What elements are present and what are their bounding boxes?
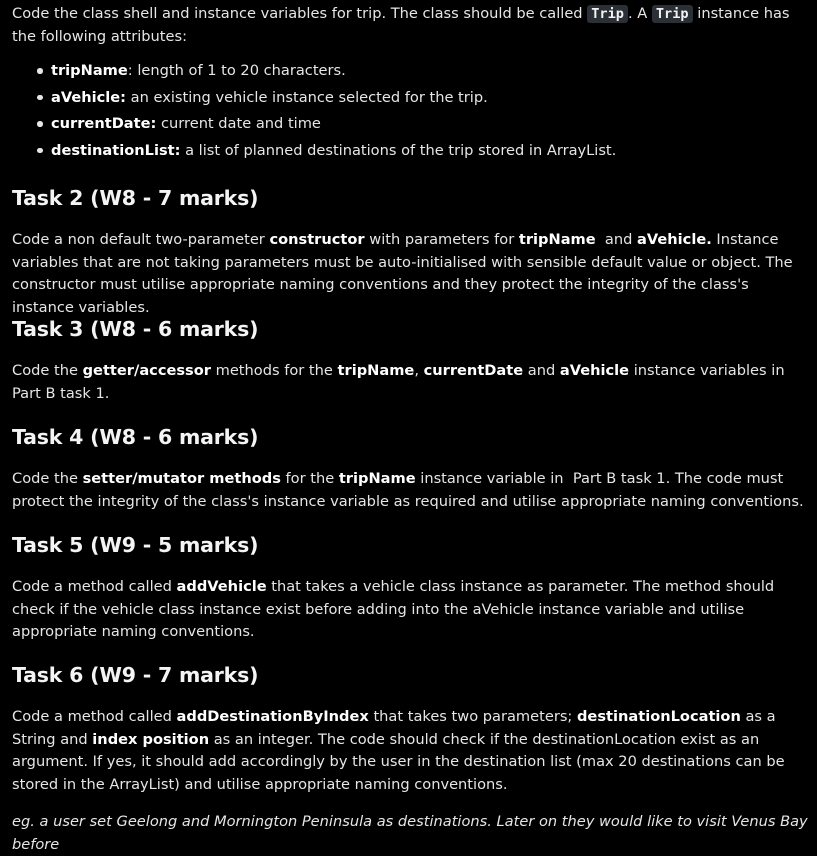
- task6-text: as an integer. The code should check if the destinationLocation exist as an argument. If yes, it should add accordingly by the user in the destination list (max 20 destinations can be stored in the ArrayList) and utilise appropriate naming conventions.: [12, 730, 785, 793]
- task3-text: ,: [414, 362, 424, 379]
- intro-section: [12, 3, 811, 166]
- task2-bold: tripName: [518, 231, 596, 248]
- task3-text: methods for the: [210, 362, 338, 379]
- list-item: [51, 112, 811, 135]
- task6-text: as a String and: [12, 708, 776, 748]
- task3-bold: aVehicle: [559, 362, 630, 379]
- task2-text: and: [595, 231, 638, 248]
- task2-text: with parameters for: [364, 231, 519, 248]
- list-item: [51, 59, 811, 82]
- task6-paragraph: [12, 706, 811, 796]
- task6-bold: destinationLocation: [576, 708, 741, 725]
- task5-text: Code a method called: [12, 578, 177, 595]
- attribute-desc: a list of planned destinations of the trip stored in ArrayList.: [180, 141, 617, 159]
- task4-paragraph: [12, 468, 811, 513]
- task4-text: Code the: [12, 470, 83, 487]
- task3-bold: currentDate: [423, 362, 524, 379]
- list-item: [51, 86, 811, 109]
- intro-text-3: instance has the following attributes:: [12, 5, 790, 45]
- task5-heading: Task 5 (W9 - 5 marks): [12, 533, 259, 557]
- intro-paragraph: [12, 3, 811, 48]
- attribute-desc: : length of 1 to 20 characters.: [127, 62, 346, 80]
- task3-bold: tripName: [337, 362, 415, 379]
- task6-bold: addDestinationByIndex: [176, 708, 369, 725]
- task2-text: Instance variables that are not taking parameters must be auto-initialised with sensible default value or object. The constructor must utilise appropriate naming conventions and they protect the integrity of the class's instance variables.: [12, 231, 793, 316]
- attribute-desc: an existing vehicle instance selected for the trip.: [126, 88, 488, 106]
- task5-paragraph: [12, 576, 811, 644]
- task3-bold: getter/accessor: [82, 362, 211, 379]
- task6-text: Code a method called: [12, 708, 177, 725]
- task6-example: [12, 811, 811, 856]
- task2-bold: constructor: [269, 231, 365, 248]
- task3-text: and: [523, 362, 560, 379]
- attribute-name: aVehicle:: [51, 88, 127, 106]
- task5-text: that takes a vehicle class instance as parameter. The method should check if the vehicle class instance exist before adding into the aVehicle instance variable and utilise appropriate naming conventions.: [12, 578, 775, 641]
- task6-text: that takes two parameters;: [368, 708, 577, 725]
- attribute-name: destinationList:: [51, 141, 181, 159]
- task2-paragraph: [12, 229, 811, 319]
- intro-text-2: . A: [627, 5, 652, 22]
- task4-bold: tripName: [338, 470, 416, 487]
- task3-heading: Task 3 (W8 - 6 marks): [12, 317, 259, 341]
- list-item: [51, 139, 811, 162]
- class-name-code: Trip: [587, 5, 628, 23]
- example-text: eg. a user set Geelong and Mornington Peninsula as destinations. Later on they would like to visit Venus Bay before: [12, 813, 808, 853]
- task6-heading: Task 6 (W9 - 7 marks): [12, 663, 259, 687]
- task4-heading: Task 4 (W8 - 6 marks): [12, 425, 259, 449]
- attribute-name: tripName: [51, 62, 128, 80]
- attribute-desc: current date and time: [156, 115, 321, 133]
- task3-paragraph: [12, 360, 811, 405]
- attribute-list: [12, 59, 811, 162]
- class-name-code: Trip: [652, 5, 693, 23]
- task2-bold: aVehicle.: [637, 231, 712, 248]
- task6-bold: index position: [92, 730, 210, 748]
- task2-text: Code a non default two-parameter: [12, 231, 270, 248]
- task5-bold: addVehicle: [176, 578, 267, 595]
- task4-text: instance variable in Part B task 1. The code must protect the integrity of the class's instance variable as required and utilise appropriate naming conventions.: [12, 470, 804, 510]
- attribute-name: currentDate:: [51, 115, 157, 133]
- task3-text: Code the: [12, 362, 83, 379]
- task3-text: instance variables in Part B task 1.: [12, 362, 785, 402]
- task4-text: for the: [280, 470, 339, 487]
- task4-bold: setter/mutator methods: [82, 470, 281, 487]
- task2-heading: Task 2 (W8 - 7 marks): [12, 186, 259, 210]
- intro-text-1: Code the class shell and instance variables for trip. The class should be called: [12, 5, 588, 22]
